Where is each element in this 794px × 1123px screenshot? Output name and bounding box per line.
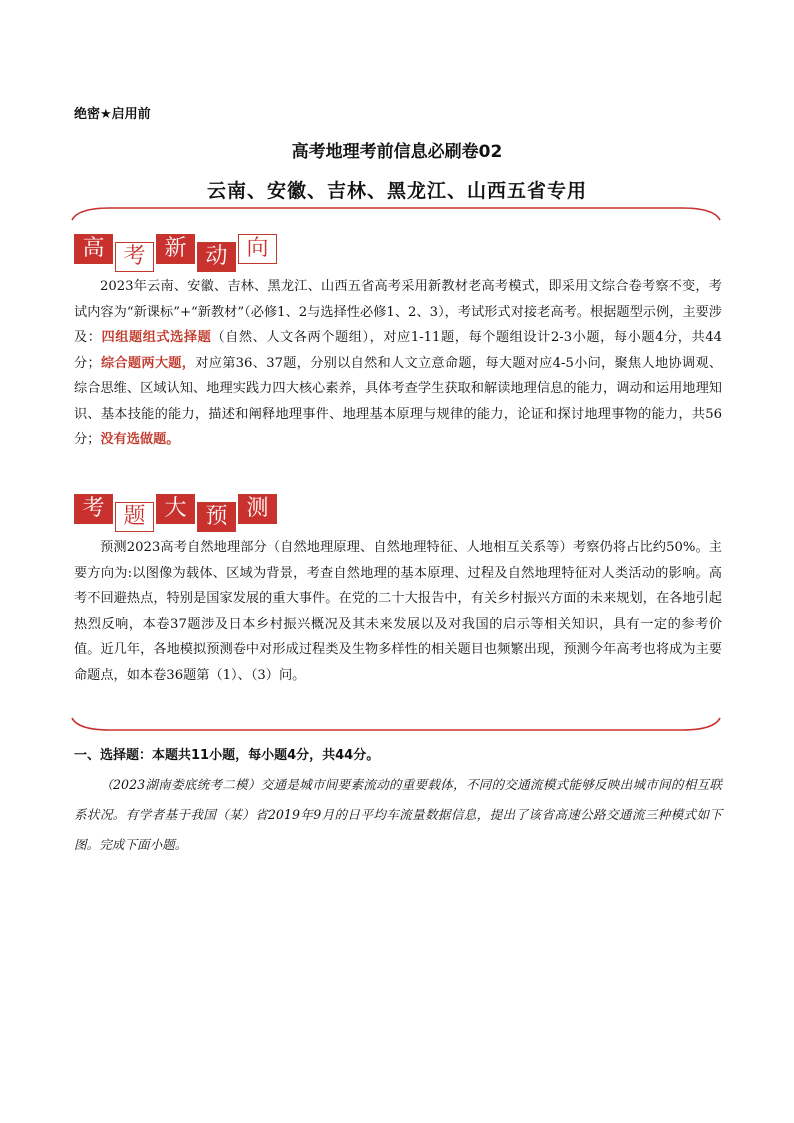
intro-text-1: 2023年云南、安徽、吉林、黑龙江、山西五省高考采用新教材老高考模式，即采用文综合卷考察不变，考试内容为“新课标”+“新教材”（必修1、2与选择性必修1、2、3），考试形式对接老高考。根据题型示例，主要涉及： [74,279,722,345]
banner-char: 预 [197,502,236,532]
banner-char: 题 [115,502,154,532]
decorative-arc-top [70,206,722,222]
banner-char: 高 [74,234,113,264]
intro-text-3: 对应第36、37题，分别以自然和人文立意命题，每大题对应4-5小问，聚焦人地协调观、综合思维、区域认知、地理实践力四大核心素养，具体考查学生获取和解读地理信息的能力，调动和运用地理知识、基本技能的能力，描述和阐释地理事件、地理基本原理与规律的能力，论证和探讨地理事物的能力，共56分； [74,355,723,447]
banner-kaoti-dayuce [74,494,277,532]
banner-char: 大 [156,494,195,524]
highlight-comprehensive: 综合题两大题， [100,355,196,371]
banner-char: 考 [115,242,154,272]
confidential-mark: 绝密★启用前 [74,107,151,122]
highlight-choice-groups: 四组题组式选择题 [101,330,212,345]
banner-char: 考 [74,494,113,524]
question-intro [74,770,722,860]
intro-paragraph [74,274,722,453]
prediction-text: 预测2023高考自然地理部分（自然地理原理、自然地理特征、人地相互关系等）考察仍将占比约50%。主要方向为:以图像为载体、区域为背景，考查自然地理的基本原理、过程及自然地理特征对人类活动的影响。高考不回避热点，特别是国家发展的重大事件。在党的二十大报告中，有关乡村振兴方面的未来规划，在各地引起热烈反响，本卷37题涉及日本乡村振兴概况及其未来发展以及对我国的启示等相关知识，具有一定的参考价值。近几年，各地模拟预测卷中对形成过程类及生物多样性的相关题目也频繁出现，预测今年高考也将成为主要命题点，如本卷36题第（1）、（3）问。 [74,540,722,683]
banner-char: 测 [238,494,277,524]
banner-char: 动 [197,242,236,272]
prediction-paragraph [74,535,722,688]
banner-char: 新 [156,234,195,264]
decorative-arc-bottom [70,716,722,732]
banner-gaokao-xindongxiang [74,234,277,272]
page-title: 高考地理考前信息必刷卷02 [291,142,503,162]
banner-char: 向 [238,234,277,264]
section-heading-choice: 一、选择题：本题共11小题，每小题4分，共44分。 [74,748,380,763]
highlight-no-optional: 没有选做题。 [100,432,180,447]
intro-text-2: （自然、人文各两个题组），对应1-11题，每个题组设计2-3小题，每小题4分，共44分； [74,330,723,371]
page-subtitle: 云南、安徽、吉林、黑龙江、山西五省专用 [206,180,587,202]
question-intro-text: （2023湖南娄底统考二模）交通是城市间要素流动的重要载体，不同的交通流模式能够反映出城市间的相互联系状况。有学者基于我国（某）省2019年9月的日平均车流量数据信息，提出了该省高速公路交通流三种模式如下图。完成下面小题。 [74,777,722,852]
